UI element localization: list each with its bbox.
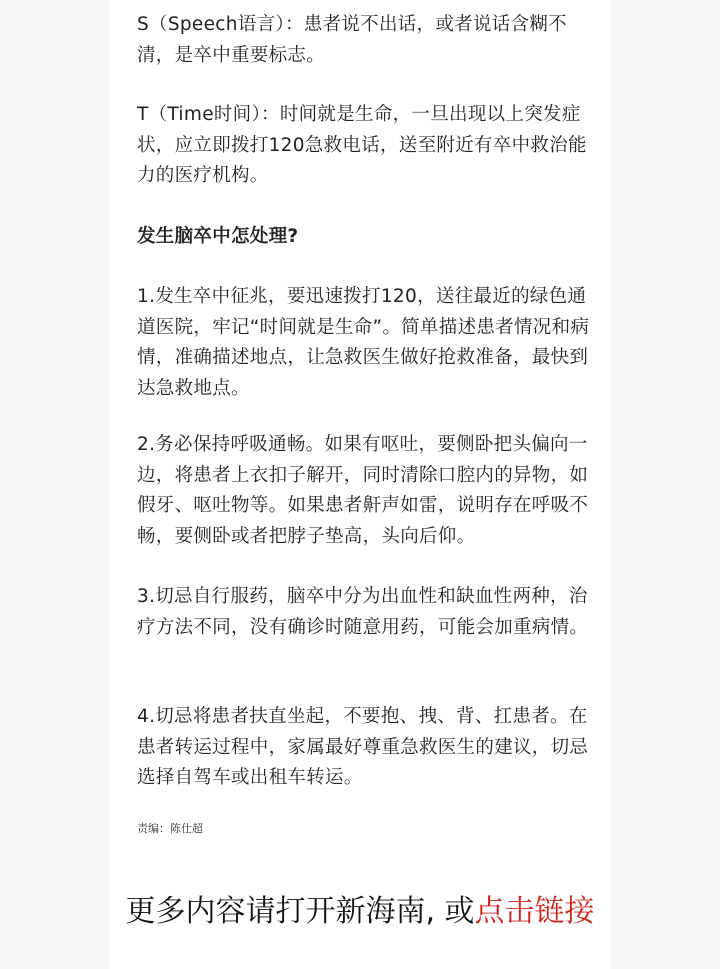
paragraph-step-1: 1.发生卒中征兆，要迅速拨打120，送往最近的绿色通道医院，牢记“时间就是生命”。简单描述患者情况和病情，准确描述地点，让急救医生做好抢救准备，最快到达急救地点。 [137,286,590,399]
section-heading: 发生脑卒中怎处理? [137,226,299,247]
more-content-text: 更多内容请打开新海南, 或 [125,894,475,929]
left-margin [0,0,110,969]
paragraph-step-4: 4.切忌将患者扶直坐起，不要抱、拽、背、扛患者。在患者转运过程中，家属最好尊重急救医生的建议，切忌选择自驾车或出租车转运。 [137,706,589,788]
paragraph-step-3: 3.切忌自行服药，脑卒中分为出血性和缺血性两种，治疗方法不同，没有确诊时随意用药，可能会加重病情。 [137,586,589,638]
editor-credit: 责编：陈仕超 [137,822,203,835]
more-content-banner [110,888,610,936]
paragraph-speech: S（Speech语言）：患者说不出话，或者说话含糊不清，是卒中重要标志。 [137,14,567,66]
open-link[interactable]: 点击链接 [474,894,595,929]
right-margin [610,0,720,969]
paragraph-step-2: 2.务必保持呼吸通畅。如果有呕吐，要侧卧把头偏向一边，将患者上衣扣子解开，同时清除口腔内的异物，如假牙、呕吐物等。如果患者鼾声如雷，说明存在呼吸不畅，要侧卧或者把脖子垫高，头向后仰。 [137,434,589,547]
article-body [110,0,610,969]
paragraph-time: T（Time时间）：时间就是生命，一旦出现以上突发症状，应立即拨打120急救电话，送至附近有卒中救治能力的医疗机构。 [137,104,587,186]
